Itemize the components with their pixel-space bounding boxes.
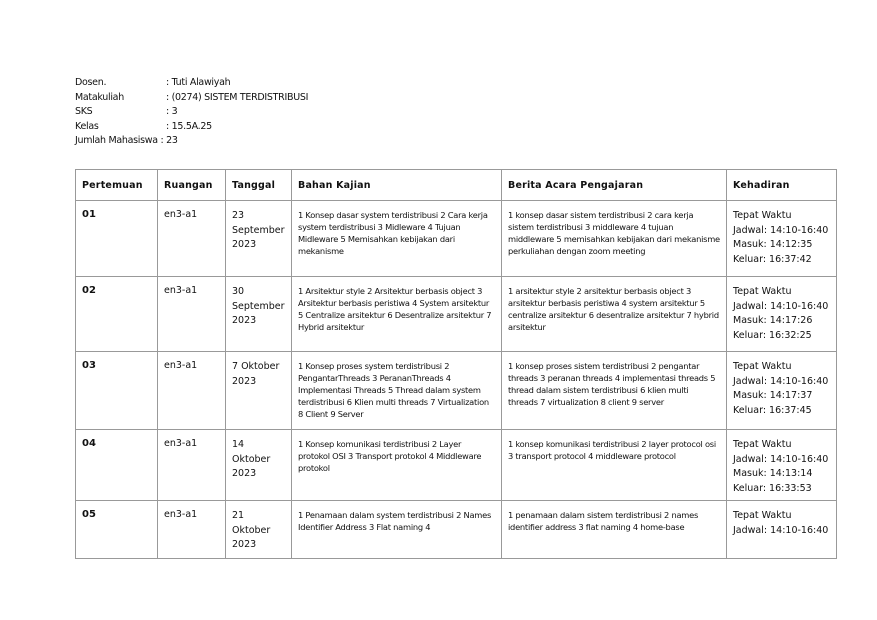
cell-tanggal: 30 September 2023 [226, 277, 292, 352]
table-row [76, 201, 837, 277]
attendance-jadwal: Jadwal: 14:10-16:40 [733, 524, 829, 536]
header-bahan-kajian: Bahan Kajian [292, 170, 502, 201]
attendance-status: Tepat Waktu [733, 210, 792, 221]
attendance-jadwal: Jadwal: 14:10-16:40 [733, 453, 829, 465]
info-matakuliah-value: : (0274) SISTEM TERDISTRIBUSI [166, 91, 309, 103]
attendance-masuk: Masuk: 14:17:37 [733, 390, 813, 401]
info-dosen-label: Dosen. [75, 77, 107, 88]
cell-tanggal: 7 Oktober 2023 [226, 352, 292, 430]
header-pertemuan: Pertemuan [76, 170, 158, 201]
cell-bahan-kajian: 1 Konsep dasar system terdistribusi 2 Cara kerja system terdistribusi 3 Midleware 4 Tujuan Midleware 5 Memisahkan kebijakan dari mekanisme [292, 201, 502, 277]
cell-ruangan: en3-a1 [158, 201, 226, 277]
attendance-keluar: Keluar: 16:37:42 [733, 253, 812, 265]
attendance-masuk: Masuk: 14:17:26 [733, 315, 813, 326]
cell-berita-acara: 1 konsep komunikasi terdistribusi 2 layer protocol osi 3 transport protocol 4 middleware protocol [502, 430, 727, 501]
info-jumlah-text: Jumlah Mahasiswa : 23 [75, 135, 178, 146]
table-row [76, 352, 837, 430]
cell-bahan-kajian: 1 Arsitektur style 2 Arsitektur berbasis object 3 Arsitektur berbasis peristiwa 4 System arsitektur 5 Centralize arsitektur 6 Desentralize arsitektur 7 Hybrid arsitektur [292, 277, 502, 352]
cell-berita-acara: 1 penamaan dalam sistem terdistribusi 2 names identifier address 3 flat naming 4 home-base [502, 501, 727, 559]
info-dosen-value: : Tuti Alawiyah [166, 77, 231, 88]
cell-pertemuan: 02 [76, 277, 158, 352]
info-jumlah [75, 134, 308, 149]
info-matakuliah [75, 91, 308, 106]
table-row [76, 501, 837, 559]
cell-pertemuan: 04 [76, 430, 158, 501]
course-info [75, 76, 308, 149]
cell-bahan-kajian: 1 Konsep komunikasi terdistribusi 2 Layer protokol OSI 3 Transport protokol 4 Middleware protokol [292, 430, 502, 501]
info-sks-value: : 3 [166, 106, 178, 117]
info-matakuliah-label: Matakuliah [75, 91, 124, 103]
header-kehadiran: Kehadiran [727, 170, 837, 201]
cell-ruangan: en3-a1 [158, 430, 226, 501]
cell-kehadiran [727, 277, 837, 352]
cell-kehadiran [727, 501, 837, 559]
attendance-keluar: Keluar: 16:32:25 [733, 329, 812, 341]
cell-ruangan: en3-a1 [158, 277, 226, 352]
attendance-jadwal: Jadwal: 14:10-16:40 [733, 300, 829, 312]
cell-bahan-kajian: 1 Penamaan dalam system terdistribusi 2 Names Identifier Address 3 Flat naming 4 [292, 501, 502, 559]
cell-berita-acara: 1 arsitektur style 2 arsitektur berbasis object 3 arsitektur berbasis peristiwa 4 system arsitektur 5 centralize arsitektur 6 desentralize arsitektur 7 hybrid arsitektur [502, 277, 727, 352]
cell-bahan-kajian: 1 Konsep proses system terdistribusi 2 PengantarThreads 3 PerananThreads 4 Implementasi Threads 5 Thread dalam system terdistribusi 6 Klien multi threads 7 Virtualization 8 Client 9 Server [292, 352, 502, 430]
attendance-keluar: Keluar: 16:37:45 [733, 404, 812, 416]
attendance-table [75, 169, 837, 559]
attendance-masuk: Masuk: 14:12:35 [733, 239, 813, 250]
table-row [76, 430, 837, 501]
info-dosen [75, 76, 308, 91]
info-kelas-label: Kelas [75, 120, 99, 132]
cell-berita-acara: 1 konsep proses sistem terdistribusi 2 pengantar threads 3 peranan threads 4 implementasi threads 5 thread dalam sistem terdistribusi 6 klien multi threads 7 virtualization 8 client 9 server [502, 352, 727, 430]
attendance-jadwal: Jadwal: 14:10-16:40 [733, 375, 829, 387]
info-kelas [75, 120, 308, 135]
header-tanggal: Tanggal [226, 170, 292, 201]
attendance-keluar: Keluar: 16:33:53 [733, 482, 812, 494]
cell-ruangan: en3-a1 [158, 501, 226, 559]
cell-berita-acara: 1 konsep dasar sistem terdistribusi 2 cara kerja sistem terdistribusi 3 middleware 4 tujuan middleware 5 memisahkan kebijakan dari mekanisme perkuliahan dengan zoom meeting [502, 201, 727, 277]
cell-tanggal: 23 September 2023 [226, 201, 292, 277]
info-kelas-value: : 15.5A.25 [166, 120, 212, 132]
cell-pertemuan: 05 [76, 501, 158, 559]
info-sks-label: SKS [75, 106, 93, 117]
table-header-row [76, 170, 837, 201]
cell-ruangan: en3-a1 [158, 352, 226, 430]
cell-kehadiran [727, 352, 837, 430]
cell-tanggal: 14 Oktober 2023 [226, 430, 292, 501]
cell-tanggal: 21 Oktober 2023 [226, 501, 292, 559]
attendance-status: Tepat Waktu [733, 510, 792, 521]
cell-pertemuan: 03 [76, 352, 158, 430]
attendance-masuk: Masuk: 14:13:14 [733, 468, 813, 479]
info-sks [75, 105, 308, 120]
header-ruangan: Ruangan [158, 170, 226, 201]
cell-kehadiran [727, 430, 837, 501]
cell-kehadiran [727, 201, 837, 277]
attendance-status: Tepat Waktu [733, 286, 792, 297]
attendance-jadwal: Jadwal: 14:10-16:40 [733, 224, 829, 236]
header-berita-acara: Berita Acara Pengajaran [502, 170, 727, 201]
attendance-status: Tepat Waktu [733, 361, 792, 372]
attendance-status: Tepat Waktu [733, 439, 792, 450]
table-row [76, 277, 837, 352]
cell-pertemuan: 01 [76, 201, 158, 277]
